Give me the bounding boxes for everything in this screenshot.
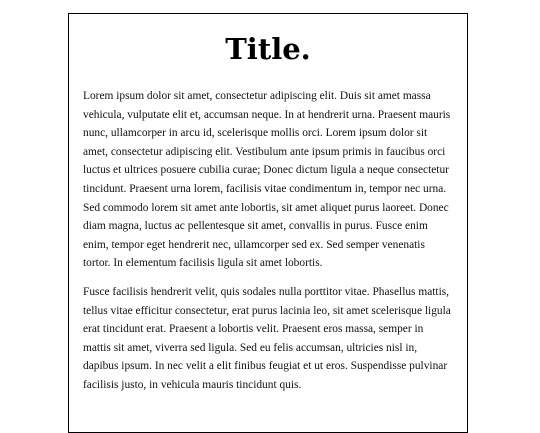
body-paragraph-2: Fusce facilisis hendrerit velit, quis sodales nulla porttitor vitae. Phasellus mattis, tellus vitae efficitur consectetur, erat purus lacinia leo, sit amet scelerisque ligula erat tincidunt erat. Praesent a lobortis velit. Praesent eros massa, semper in mattis sit amet, viverra sed ligula. Sed eu felis accumsan, ultricies nisl in, dapibus ipsum. In nec velit a elit finibus feugiat et ut eros. Suspendisse pulvinar facilisis justo, in vehicula mauris tincidunt quis. bbox=[83, 285, 451, 391]
document-title: Title. bbox=[225, 32, 311, 66]
body-paragraph-1: Lorem ipsum dolor sit amet, consectetur adipiscing elit. Duis sit amet massa vehicula, vulputate elit et, accumsan neque. In at hendrerit urna. Praesent mauris nunc, ullamcorper in arcu id, scelerisque mollis orci. Lorem ipsum dolor sit amet, consectetur adipiscing elit. Vestibulum ante ipsum primis in faucibus orci luctus et ultrices posuere cubilia curae; Donec dictum ligula a neque consectetur tincidunt. Praesent urna lorem, facilisis vitae condimentum in, tempor nec urna. Sed commodo lorem sit amet ante lobortis, sit amet aliquet purus laoreet. Donec diam magna, luctus ac pellentesque sit amet, convallis in purus. Fusce enim enim, tempor eget hendrerit nec, ullamcorper sed ex. Sed semper venenatis tortor. In elementum facilisis ligula sit amet lobortis. bbox=[83, 90, 451, 270]
document-page bbox=[68, 13, 468, 433]
